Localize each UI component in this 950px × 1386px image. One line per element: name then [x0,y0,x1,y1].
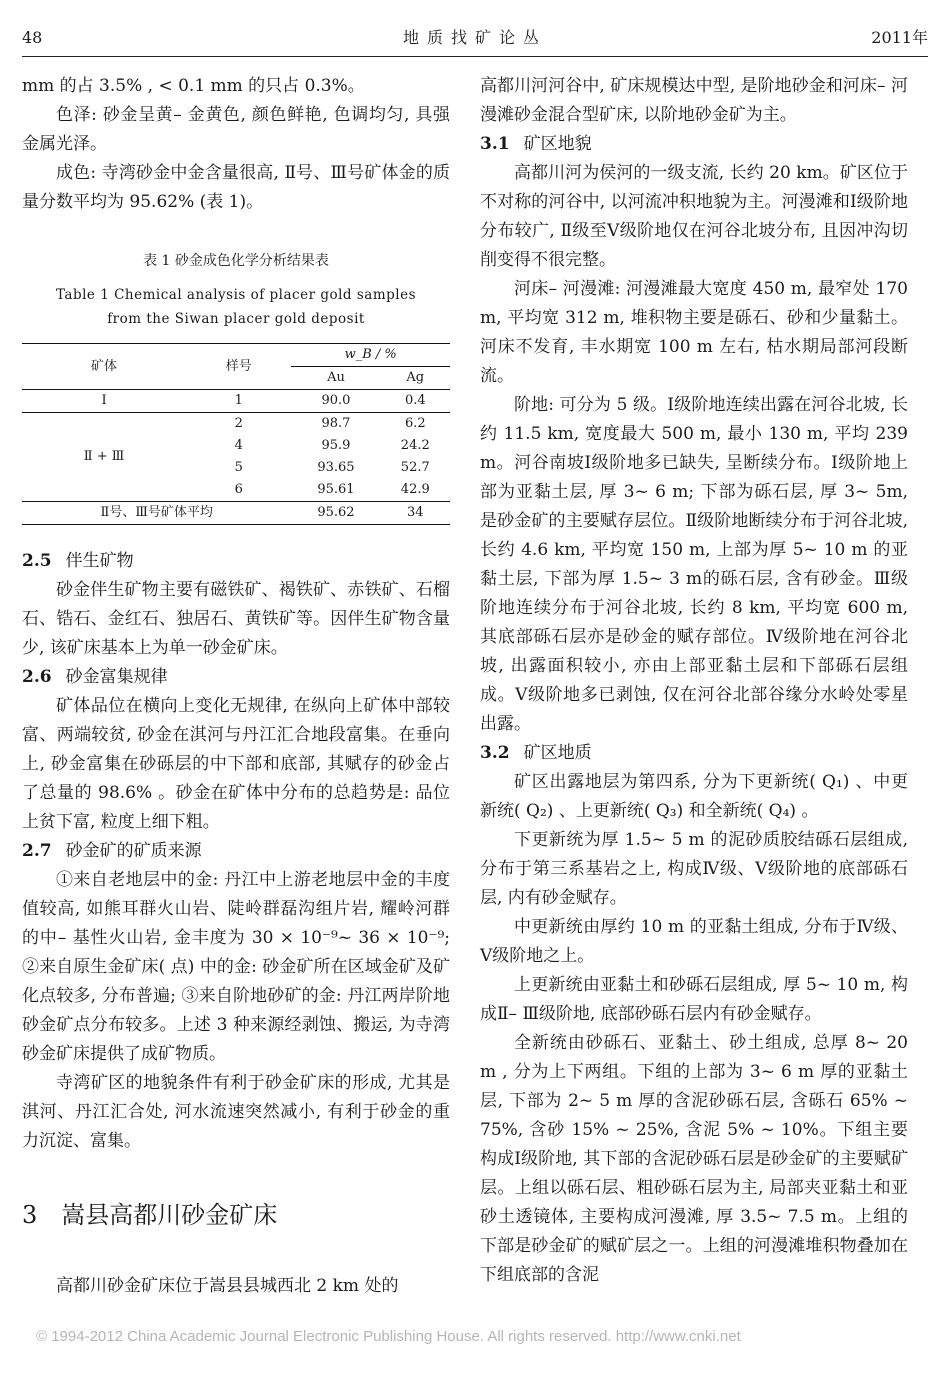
paragraph: 下更新统为厚 1.5~ 5 m 的泥砂质胶结砾石层组成, 分布于第三系基岩之上, 构成Ⅳ级、Ⅴ级阶地的底部砾石层, 内有砂金赋存。 [480,830,908,908]
section-number: 3.1 [480,134,510,154]
table-caption-cn: 表 1 砂金成色化学分析结果表 [143,253,329,269]
section-title: 嵩县高都川砂金矿床 [61,1201,278,1229]
section-heading [480,130,908,159]
table-cell: 34 [381,502,450,525]
table-cell: Ⅰ [22,390,186,413]
section-3-heading [22,1198,450,1232]
table-header-orebody: 矿体 [22,344,186,390]
paragraph: 高都川河河谷中, 矿床规模达中型, 是阶地砂金和河床– 河漫滩砂金混合型矿床, 以阶地砂金矿为主。 [480,76,908,125]
paragraph: 阶地: 可分为 5 级。Ⅰ级阶地连续出露在河谷北坡, 长约 11.5 km, 宽度最大 500 m, 最小 130 m, 平均 239 m。河谷南坡Ⅰ级阶地多已缺失, 呈断续分布。Ⅰ级阶地上部为亚黏土层, 厚 3~ 6 m; 下部为砾石层, 厚 3~ 5m, 是砂金矿的主要赋存层位。Ⅱ级阶地断续分布于河谷北坡, 长约 4.6 km, 平均宽 150 m, 上部为厚 5~ 10 m 的亚黏土层, 下部为厚 1.5~ 3 m的砾石层, 含有砂金。Ⅲ级阶地连续分布于河谷北坡, 长约 8 km, 平均宽 600 m, 其底部砾石层亦是砂金的赋存部位。Ⅳ级阶地在河谷北坡, 出露面积较小, 亦由上部亚黏土层和下部砾石层组成。Ⅴ级阶地多已剥蚀, 仅在河谷北部谷缘分水岭处零星出露。 [480,395,908,734]
paragraph: 寺湾矿区的地貌条件有利于砂金矿床的形成, 尤其是淇河、丹江汇合处, 河水流速突然减小, 有利于砂金的重力沉淀、富集。 [22,1073,450,1151]
table-cell: 95.61 [291,479,380,502]
right-column [480,72,908,1290]
section-title: 砂金富集规律 [65,667,168,687]
left-column [22,72,450,1301]
paragraph: 高都川河为侯河的一级支流, 长约 20 km。矿区位于不对称的河谷中, 以河流冲积地貌为主。河漫滩和Ⅰ级阶地分布较广, Ⅱ级至Ⅴ级阶地仅在河谷北坡分布, 且因冲沟切削变得不很完整。 [480,163,908,270]
table-cell: 90.0 [291,390,380,413]
table-cell: 93.65 [317,460,355,475]
section-number: 3.2 [480,743,510,763]
paragraph: 高都川砂金矿床位于嵩县县城西北 2 km 处的 [56,1276,399,1296]
section-number: 2.7 [22,841,52,861]
section-title: 矿区地貌 [523,134,592,154]
page-number: 48 [22,28,43,47]
table-caption-en: Table 1 Chemical analysis of placer gold samples [55,287,417,303]
table-cell: 5 [234,460,243,475]
table-cell: 42.9 [381,479,450,502]
table-cell: 95.62 [291,502,380,525]
table-cell: 6 [186,479,291,502]
section-heading [22,663,450,692]
table-cell: 6.2 [404,416,426,431]
table-cell: 1 [186,390,291,413]
table-cell: Ⅱ + Ⅲ [22,413,186,502]
table-cell: Ⅱ号、Ⅲ号矿体平均 [22,502,291,525]
header-rule [22,56,928,57]
paragraph: 中更新统由厚约 10 m 的亚黏土组成, 分布于Ⅳ级、Ⅴ级阶地之上。 [480,917,908,966]
section-number: 2.6 [22,667,52,687]
table-caption-en: from the Siwan placer gold deposit [107,311,365,327]
paragraph: mm 的占 3.5% , < 0.1 mm 的只占 0.3%。 [22,76,365,96]
section-title: 伴生矿物 [65,551,134,571]
paragraph: 上更新统由亚黏土和砂砾石层组成, 厚 5~ 10 m, 构成Ⅱ– Ⅲ级阶地, 底部砂砾石层内有砂金赋存。 [480,975,908,1024]
paragraph: 全新统由砂砾石、亚黏土、砂土组成, 总厚 8~ 20 m , 分为上下两组。下组的上部为 3~ 6 m 厚的亚黏土层, 下部为 2~ 5 m 厚的含泥砂砾石层, 含砾石 65% ~ 75%, 含砂 15% ~ 25%, 含泥 5% ~ 10%。下组主要构成Ⅰ级阶地, 其下部的含泥砂砾石层是砂金矿的主要赋矿层。上组以砾石层、粗砂砾石层为主, 局部夹亚黏土和亚砂土透镜体, 主要构成河漫滩, 厚 3.5~ 7.5 m。上组的下部是砂金矿的赋矿层之一。上组的河漫滩堆积物叠加在下组底部的含泥 [480,1033,908,1285]
table-row [22,390,450,413]
section-number: 3 [22,1201,38,1229]
gold-analysis-table [22,343,450,525]
paragraph: 成色: 寺湾砂金中金含量很高, Ⅱ号、Ⅲ号矿体金的质量分数平均为 95.62% (表 1)。 [22,163,450,212]
section-number: 2.5 [22,551,52,571]
section-title: 砂金矿的矿质来源 [65,841,202,861]
table-cell: 95.9 [321,438,351,453]
paragraph: 砂金伴生矿物主要有磁铁矿、褐铁矿、赤铁矿、石榴石、锆石、金红石、独居石、黄铁矿等。因伴生矿物含量少, 该矿床基本上为单一砂金矿床。 [22,580,450,658]
table-header-ag: Ag [381,367,450,390]
paragraph: 矿体品位在横向上变化无规律, 在纵向上矿体中部较富、两端较贫, 砂金在淇河与丹江汇合地段富集。在垂向上, 砂金富集在砂砾层的中下部和底部, 其赋存的砂金占了总量的 98.6% 。砂金在矿体中分布的总趋势是: 品位上贫下富, 粒度上细下粗。 [22,696,450,832]
section-heading [480,739,908,768]
table-cell: 2 [234,416,243,431]
paragraph: 矿区出露地层为第四系, 分为下更新统( Q₁) 、中更新统( Q₂) 、上更新统( Q₃) 和全新统( Q₄) 。 [480,772,908,821]
section-heading [22,837,450,866]
table-row-average [22,502,450,525]
copyright-watermark: © 1994-2012 China Academic Journal Electronic Publishing House. All rights reserved. http://www.cnki.net [36,1328,741,1345]
table-header-au: Au [291,367,380,390]
paragraph: 河床– 河漫滩: 河漫滩最大宽度 450 m, 最窄处 170 m, 平均宽 312 m, 堆积物主要是砾石、砂和少量黏土。河床不发育, 丰水期宽 100 m 左右, 枯水期局部河段断流。 [480,279,908,386]
table-header-wb: w_B / % [291,344,450,367]
table-cell: 0.4 [381,390,450,413]
table-cell: 98.7 [321,416,351,431]
section-heading [22,547,450,576]
table-row [22,413,450,436]
table-header-sample: 样号 [186,344,291,390]
paragraph: 色泽: 砂金呈黄– 金黄色, 颜色鲜艳, 色调均匀, 具强金属光泽。 [22,105,450,154]
section-title: 矿区地质 [523,743,592,763]
page-header [22,26,928,50]
table-cell: 52.7 [400,460,430,475]
table-cell: 4 [234,438,243,453]
publication-year: 2011年 [871,28,928,47]
table-cell: 24.2 [400,438,430,453]
journal-title: 地质找矿论丛 [402,28,547,47]
paragraph: ①来自老地层中的金: 丹江中上游老地层中金的丰度值较高, 如熊耳群火山岩、陡岭群磊沟组片岩, 耀岭河群的中– 基性火山岩, 金丰度为 30 × 10⁻⁹~ 36 × 10⁻⁹; ②来自原生金矿床( 点) 中的金: 砂金矿所在区域金矿及矿化点较多, 分布普遍; ③来自阶地砂矿的金: 丹江两岸阶地砂金矿点分布较多。上述 3 种来源经剥蚀、搬运, 为寺湾砂金矿床提供了成矿物质。 [22,870,450,1064]
